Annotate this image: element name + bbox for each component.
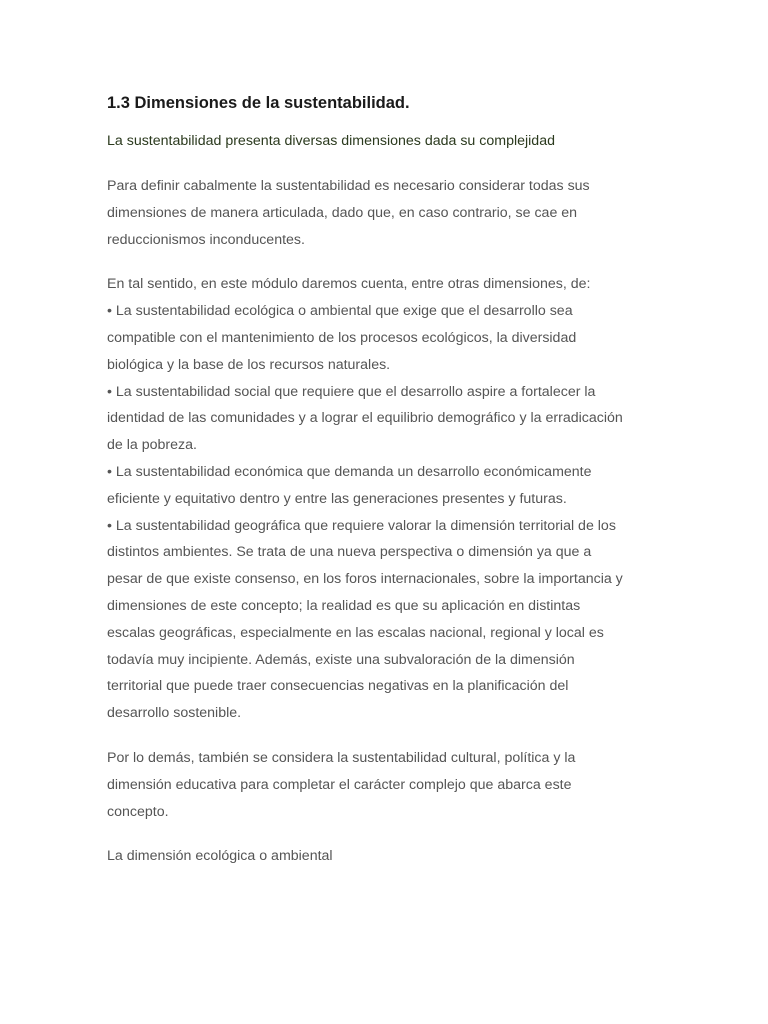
paragraph-line: La dimensión ecológica o ambiental	[107, 848, 333, 865]
paragraph-line: • La sustentabilidad ecológica o ambiental que exige que el desarrollo sea	[107, 303, 573, 320]
paragraph-line: • La sustentabilidad social que requiere que el desarrollo aspire a fortalecer la	[107, 383, 596, 400]
paragraph-line: Para definir cabalmente la sustentabilidad es necesario considerar todas sus	[107, 178, 590, 194]
paragraph-line: identidad de las comunidades y a lograr el equilibrio demográfico y la erradicación	[107, 410, 623, 427]
paragraph-line: distintos ambientes. Se trata de una nueva perspectiva o dimensión ya que a	[107, 544, 592, 561]
document-page	[107, 91, 667, 870]
paragraph-other-dimensions	[107, 745, 667, 825]
paragraph-line: • La sustentabilidad económica que demanda un desarrollo económicamente	[107, 463, 592, 480]
paragraph-line: Por lo demás, también se considera la sustentabilidad cultural, política y la	[107, 749, 576, 766]
paragraph-line: compatible con el mantenimiento de los procesos ecológicos, la diversidad	[107, 329, 577, 346]
paragraph-dimensions-list	[107, 271, 667, 727]
paragraph-line: dimensiones de este concepto; la realidad es que su aplicación en distintas	[107, 597, 581, 614]
paragraph-line: desarrollo sostenible.	[107, 705, 242, 722]
paragraph-line: biológica y la base de los recursos naturales.	[107, 356, 391, 373]
paragraph-line: En tal sentido, en este módulo daremos cuenta, entre otras dimensiones, de:	[107, 276, 591, 293]
paragraph-definition	[107, 173, 667, 253]
paragraph-ecological-dimension	[107, 843, 667, 870]
paragraph-line: reduccionismos inconducentes.	[107, 231, 305, 248]
paragraph-line: pesar de que existe consenso, en los foros internacionales, sobre la importancia y	[107, 571, 623, 588]
paragraph-line: • La sustentabilidad geográfica que requiere valorar la dimensión territorial de los	[107, 517, 616, 534]
paragraph-line: dimensiones de manera articulada, dado que, en caso contrario, se cae en	[107, 204, 578, 221]
paragraph-line: concepto.	[107, 803, 169, 820]
paragraph-line: territorial que puede traer consecuencias negativas en la planificación del	[107, 678, 569, 695]
section-heading: 1.3 Dimensiones de la sustentabilidad.	[107, 94, 410, 112]
paragraph-line: escalas geográficas, especialmente en las escalas nacional, regional y local es	[107, 624, 604, 641]
section-subtitle: La sustentabilidad presenta diversas dimensiones dada su complejidad	[107, 133, 555, 149]
paragraph-line: dimensión educativa para completar el carácter complejo que abarca este	[107, 776, 572, 793]
paragraph-line: de la pobreza.	[107, 437, 197, 454]
paragraph-line: todavía muy incipiente. Además, existe una subvaloración de la dimensión	[107, 651, 575, 668]
paragraph-line: eficiente y equitativo dentro y entre las generaciones presentes y futuras.	[107, 490, 567, 507]
